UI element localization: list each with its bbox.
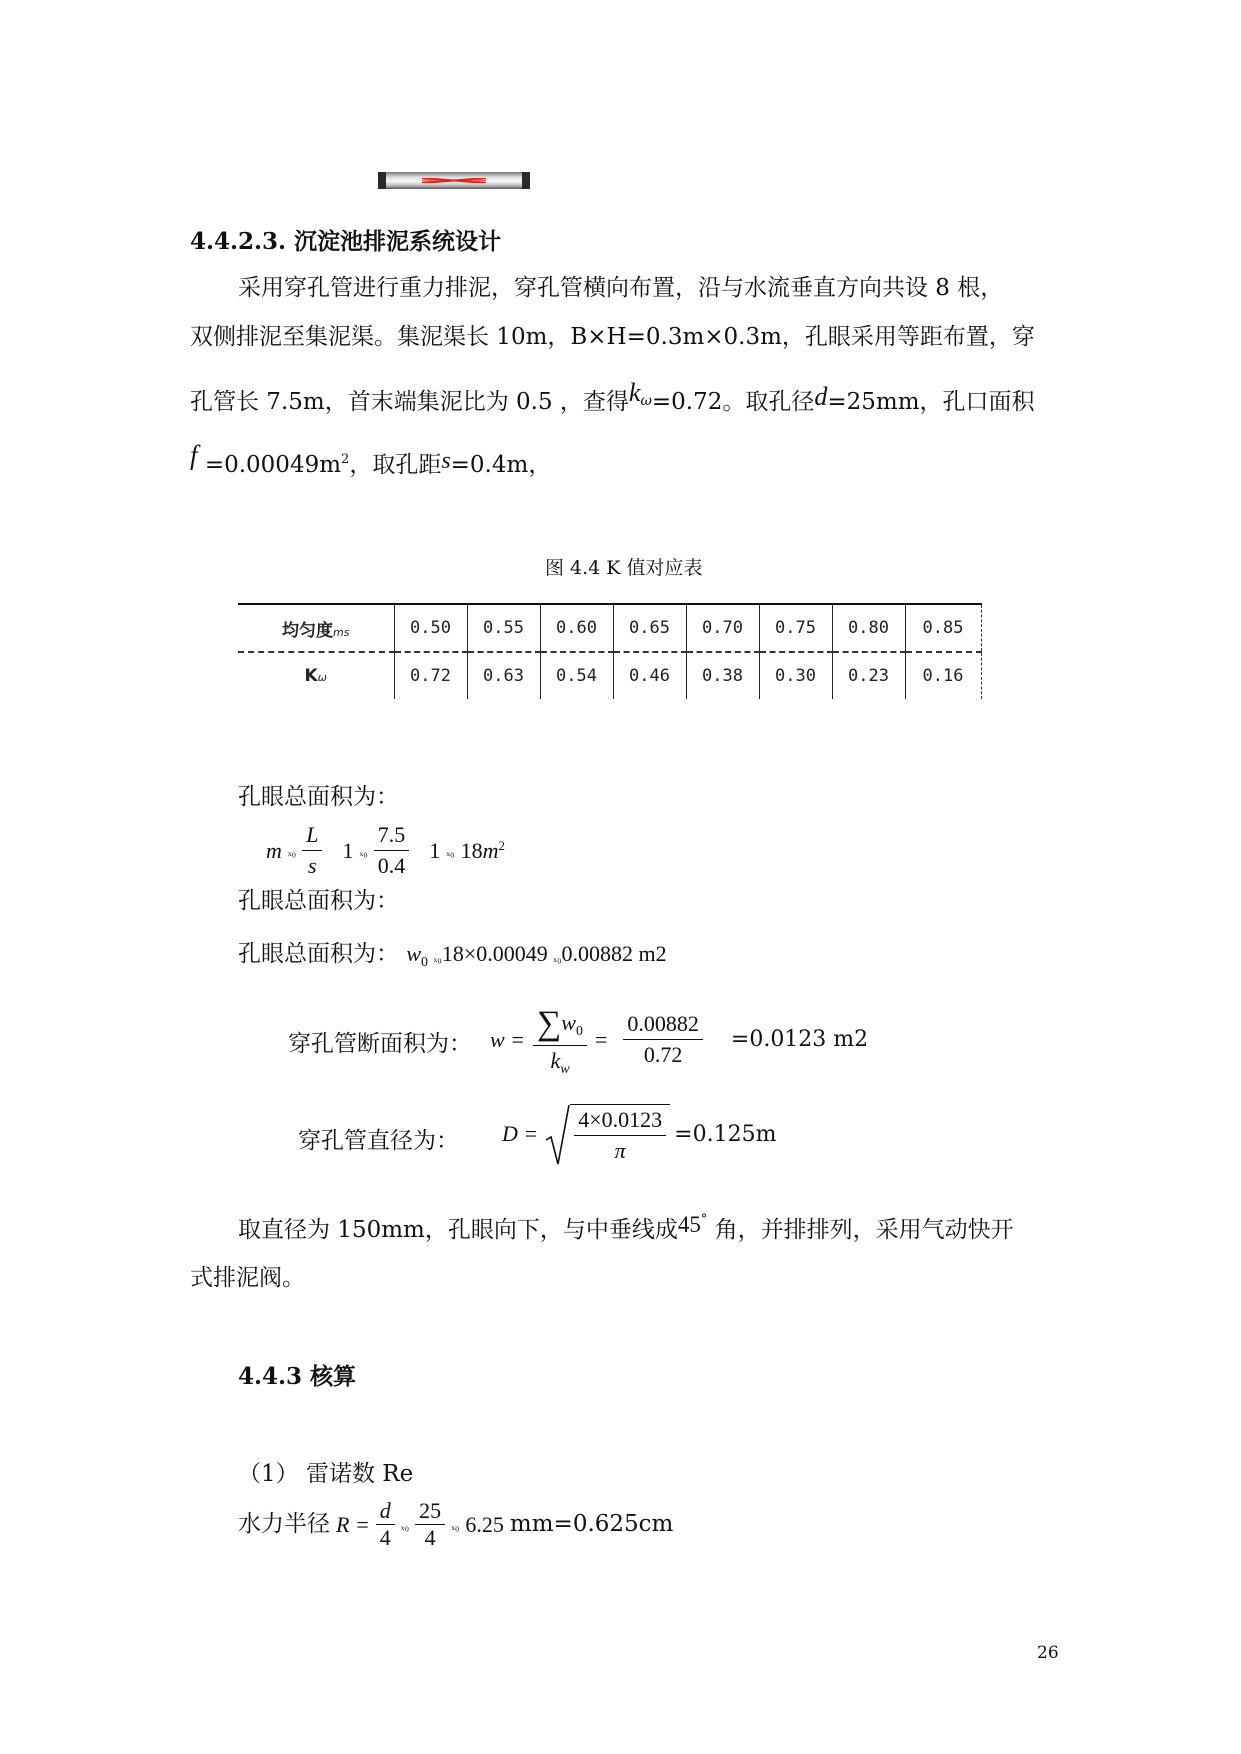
- s-symbol: s: [441, 448, 451, 474]
- paragraph-line: 采用穿孔管进行重力排泥，穿孔管横向布置，沿与水流垂直方向共设 8 根，: [238, 275, 1004, 301]
- decorative-bar-graphic: [378, 172, 530, 189]
- k-omega-symbol: k: [628, 378, 641, 407]
- table-cell: 0.30: [759, 652, 832, 699]
- table-cell: 0.38: [686, 652, 759, 699]
- fraction: $\frac{0.00882}{0.72}$: [623, 1011, 703, 1068]
- row-label-uniformity: 均匀度ms: [238, 604, 394, 652]
- table-cell: 0.63: [467, 652, 540, 699]
- f-symbol: f: [190, 440, 198, 470]
- table-cell: 0.65: [613, 604, 686, 652]
- table-cell: 0.75: [759, 604, 832, 652]
- page-number: 26: [1037, 1643, 1059, 1663]
- table-cell: 0.55: [467, 604, 540, 652]
- fraction: $\frac{4\times 0.0123}{\pi}$: [574, 1107, 666, 1164]
- fraction: $\frac{d}{4}$: [376, 1500, 395, 1549]
- formula-w0-line: 孔眼总面积为： $w_0$ ₓ₀18×0.00049 ₓ₀0.00882 m2: [238, 941, 667, 970]
- k-value-table: [238, 603, 982, 699]
- label-total-area: 孔眼总面积为：: [238, 784, 399, 810]
- list-item: （1） 雷诺数 Re: [238, 1461, 414, 1487]
- table-caption: 图 4.4 K 值对应表: [545, 557, 703, 579]
- fraction: $\frac{\sum w_0}{k_w}$: [533, 1005, 587, 1074]
- paragraph-line: 取直径为 150mm，孔眼向下，与中垂线成45° 角，并排排列，采用气动快开: [238, 1212, 1014, 1243]
- table-cell: 0.23: [832, 652, 905, 699]
- table-cell: 0.50: [394, 604, 467, 652]
- table-cell: 0.80: [832, 604, 905, 652]
- table-cell: 0.70: [686, 604, 759, 652]
- red-cross-mark: [422, 178, 486, 183]
- d-symbol: d: [814, 382, 828, 411]
- table-cell: 0.46: [613, 652, 686, 699]
- formula-D: D = $\frac{4\times 0.0123}{\pi}$ =0.125m: [502, 1104, 776, 1164]
- label-total-area: 孔眼总面积为：: [238, 888, 399, 914]
- paragraph-line: $f =0.00049m^2$，取孔距s=0.4m，: [190, 440, 552, 478]
- table-cell: 0.54: [540, 652, 613, 699]
- radical-sign-icon: [544, 1104, 570, 1166]
- paragraph-line: 双侧排泥至集泥渠。集泥渠长 10m，B×H=0.3m×0.3m，孔眼采用等距布置，穿: [190, 324, 1035, 350]
- paragraph-line: 式排泥阀。: [190, 1265, 305, 1291]
- fraction: $\frac{L}{s}$: [302, 822, 322, 879]
- paragraph-line: 孔管长 7.5m，首末端集泥比为 0.5 ，查得kω=0.72。取孔径d=25mm，孔口面积: [190, 378, 1035, 415]
- table-row: [238, 604, 981, 652]
- table-row: [238, 652, 981, 699]
- section-heading: 4.4.2.3. 沉淀池排泥系统设计: [190, 228, 502, 255]
- formula-R-line: 水力半径 R = $\frac{d}{4}$ ₓ₀ $\frac{25}{4}$ ₓ₀ 6.25 mm=0.625cm: [238, 1498, 674, 1550]
- formula-w: w = $\frac{\sum w_0}{k_w}$ = $\frac{0.00882}{0.72}$ =0.0123 m2: [490, 1005, 869, 1077]
- fraction: $\frac{7.5}{0.4}$: [374, 822, 410, 879]
- section-heading: 4.4.3 核算: [238, 1363, 357, 1390]
- table-cell: 0.16: [905, 652, 981, 699]
- label-section-area: 穿孔管断面积为：: [288, 1031, 472, 1057]
- table-cell: 0.72: [394, 652, 467, 699]
- table-cell: 0.85: [905, 604, 981, 652]
- fraction: $\frac{25}{4}$: [415, 1500, 445, 1549]
- formula-m: m ₓ₀ $\frac{L}{s}$ 1 ₓ₀ $\frac{7.5}{0.4}$ 1 ₓ₀ $18m^2$: [266, 822, 505, 878]
- label-diameter: 穿孔管直径为：: [298, 1128, 459, 1154]
- row-label-k: Kω: [304, 666, 327, 686]
- square-root: [544, 1104, 670, 1164]
- table-cell: 0.60: [540, 604, 613, 652]
